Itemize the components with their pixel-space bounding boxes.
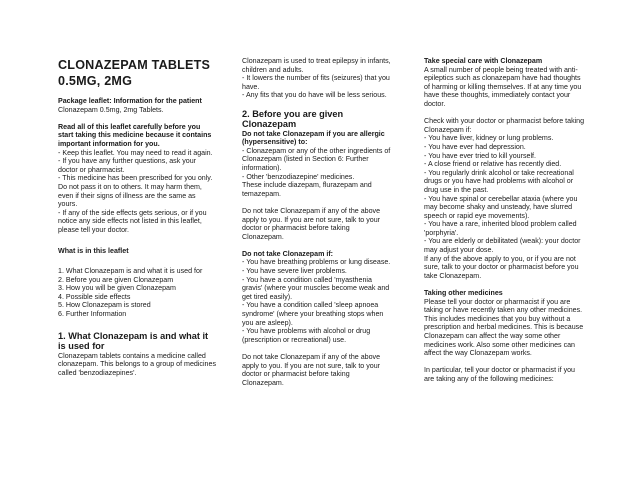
check-tail: If any of the above apply to you, or if you are not sure, talk to your doctor or pharmacist before you take Clonazepam. — [424, 254, 579, 280]
list-item: - If you have any further questions, ask your doctor or pharmacist. — [58, 157, 197, 174]
list-item: - You have a condition called 'sleep apnoea syndrome' (where your breathing stops when you are asleep). — [242, 301, 384, 327]
contents-heading: What is in this leaflet — [58, 246, 129, 255]
list-item: - You have breathing problems or lung disease. — [242, 258, 391, 267]
list-item: - You have a condition called 'myasthenia gravis' (where your muscles become weak and get tired easily). — [242, 275, 390, 301]
warning-paragraph: Do not take Clonazepam if any of the above apply to you. If you are not sure, talk to your doctor or pharmacist before taking Clonazepam. — [242, 206, 381, 241]
list-item: 5. How Clonazepam is stored — [58, 301, 151, 310]
list-item: - You have severe liver problems. — [242, 267, 347, 276]
list-item: - You regularly drink alcohol or take recreational drugs or you have had problems with alcohol or drug use in the past. — [424, 168, 574, 194]
list-item: 6. Further Information — [58, 310, 127, 319]
column-left — [58, 57, 216, 377]
leaflet-heading: Package leaflet: Information for the patient — [58, 97, 202, 105]
special-care-body: A small number of people being treated with anti-epileptics such as clonazepam have had thoughts of harming or killing themselves. If at any time you have these thoughts, immediately contact your doctor. — [424, 65, 582, 108]
warning-paragraph: Do not take Clonazepam if any of the above apply to you. If you are not sure, talk to your doctor or pharmacist before taking Clonazepam. — [242, 353, 381, 387]
section-1-heading: 1. What Clonazepam is and what it is used for — [58, 330, 209, 352]
document-title — [58, 57, 216, 89]
do-not-take-heading: Do not take Clonazepam if: — [242, 249, 334, 258]
title-line-2: 0.5MG, 2MG — [58, 74, 133, 88]
list-item: - This medicine has been prescribed for you only. Do not pass it on to others. It may harm them, even if their signs of illness are the same as yours. — [58, 174, 213, 209]
column-middle — [242, 57, 392, 387]
list-item: - Other 'benzodiazepine' medicines. — [242, 172, 355, 181]
list-item: 4. Possible side effects — [58, 292, 131, 301]
special-care-heading: Take special care with Clonazepam — [424, 57, 543, 65]
column-right — [424, 57, 586, 384]
list-item: - You have ever had depression. — [424, 142, 526, 151]
contents-list — [58, 267, 216, 319]
list-item: - If any of the side effects gets serious, or if you notice any side effects not listed in this leaflet, please tell your doctor. — [58, 208, 207, 234]
list-item: 2. Before you are given Clonazepam — [58, 275, 174, 284]
list-item: - Keep this leaflet. You may need to read it again. — [58, 148, 213, 157]
read-all-heading: Read all of this leaflet carefully before you start taking this medicine because it contains important information for you. — [58, 122, 212, 148]
list-item: - Any fits that you do have will be less serious. — [242, 91, 387, 100]
list-item: - Clonazepam or any of the other ingredients of Clonazepam (listed in Section 6: Further information). — [242, 146, 391, 172]
particular-body: In particular, tell your doctor or pharmacist if you are taking any of the following medicines: — [424, 366, 576, 383]
list-item: 1. What Clonazepam is and what it is used for — [58, 267, 203, 276]
list-item: 3. How you will be given Clonazepam — [58, 284, 176, 293]
allergy-tail: These include diazepam, flurazepam and temazepam. — [242, 181, 372, 198]
list-item: - It lowers the number of fits (seizures) that you have. — [242, 74, 390, 91]
check-intro: Check with your doctor or pharmacist before taking Clonazepam if: — [424, 117, 585, 134]
other-medicines-body: Please tell your doctor or pharmacist if you are taking or have recently taken any other medicines. This includes medicines that you buy without a prescription and herbal medicines. This is because Clonazepam can affect the way some other medicines work. Also some other medicines can affect the way Clonazepam works. — [424, 297, 584, 358]
list-item: - You have a rare, inherited blood problem called 'porphyria'. — [424, 220, 577, 237]
list-item: - You have ever tried to kill yourself. — [424, 151, 536, 160]
list-item: - You are elderly or debilitated (weak): your doctor may adjust your dose. — [424, 237, 581, 255]
allergy-heading: Do not take Clonazepam if you are allergic (hypersensitive) to: — [242, 129, 385, 147]
keep-list — [58, 149, 216, 235]
product-line: Clonazepam 0.5mg, 2mg Tablets. — [58, 105, 164, 114]
title-line-1: CLONAZEPAM TABLETS — [58, 58, 211, 72]
section-2-heading: 2. Before you are given Clonazepam — [242, 108, 344, 130]
list-item: - You have liver, kidney or lung problems. — [424, 134, 554, 143]
other-medicines-heading: Taking other medicines — [424, 289, 503, 298]
list-item: - A close friend or relative has recently died. — [424, 160, 562, 169]
list-item: - You have problems with alcohol or drug (prescription or recreational) use. — [242, 327, 371, 344]
intro-body: Clonazepam is used to treat epilepsy in infants, children and adults. — [242, 57, 391, 74]
section-1-body: Clonazepam tablets contains a medicine called clonazepam. This belongs to a group of medicines called 'benzodiazepines'. — [58, 351, 216, 377]
list-item: - You have spinal or cerebellar ataxia (where you may become shaky and unsteady, have slurred speech or rapid eye movements). — [424, 194, 578, 220]
